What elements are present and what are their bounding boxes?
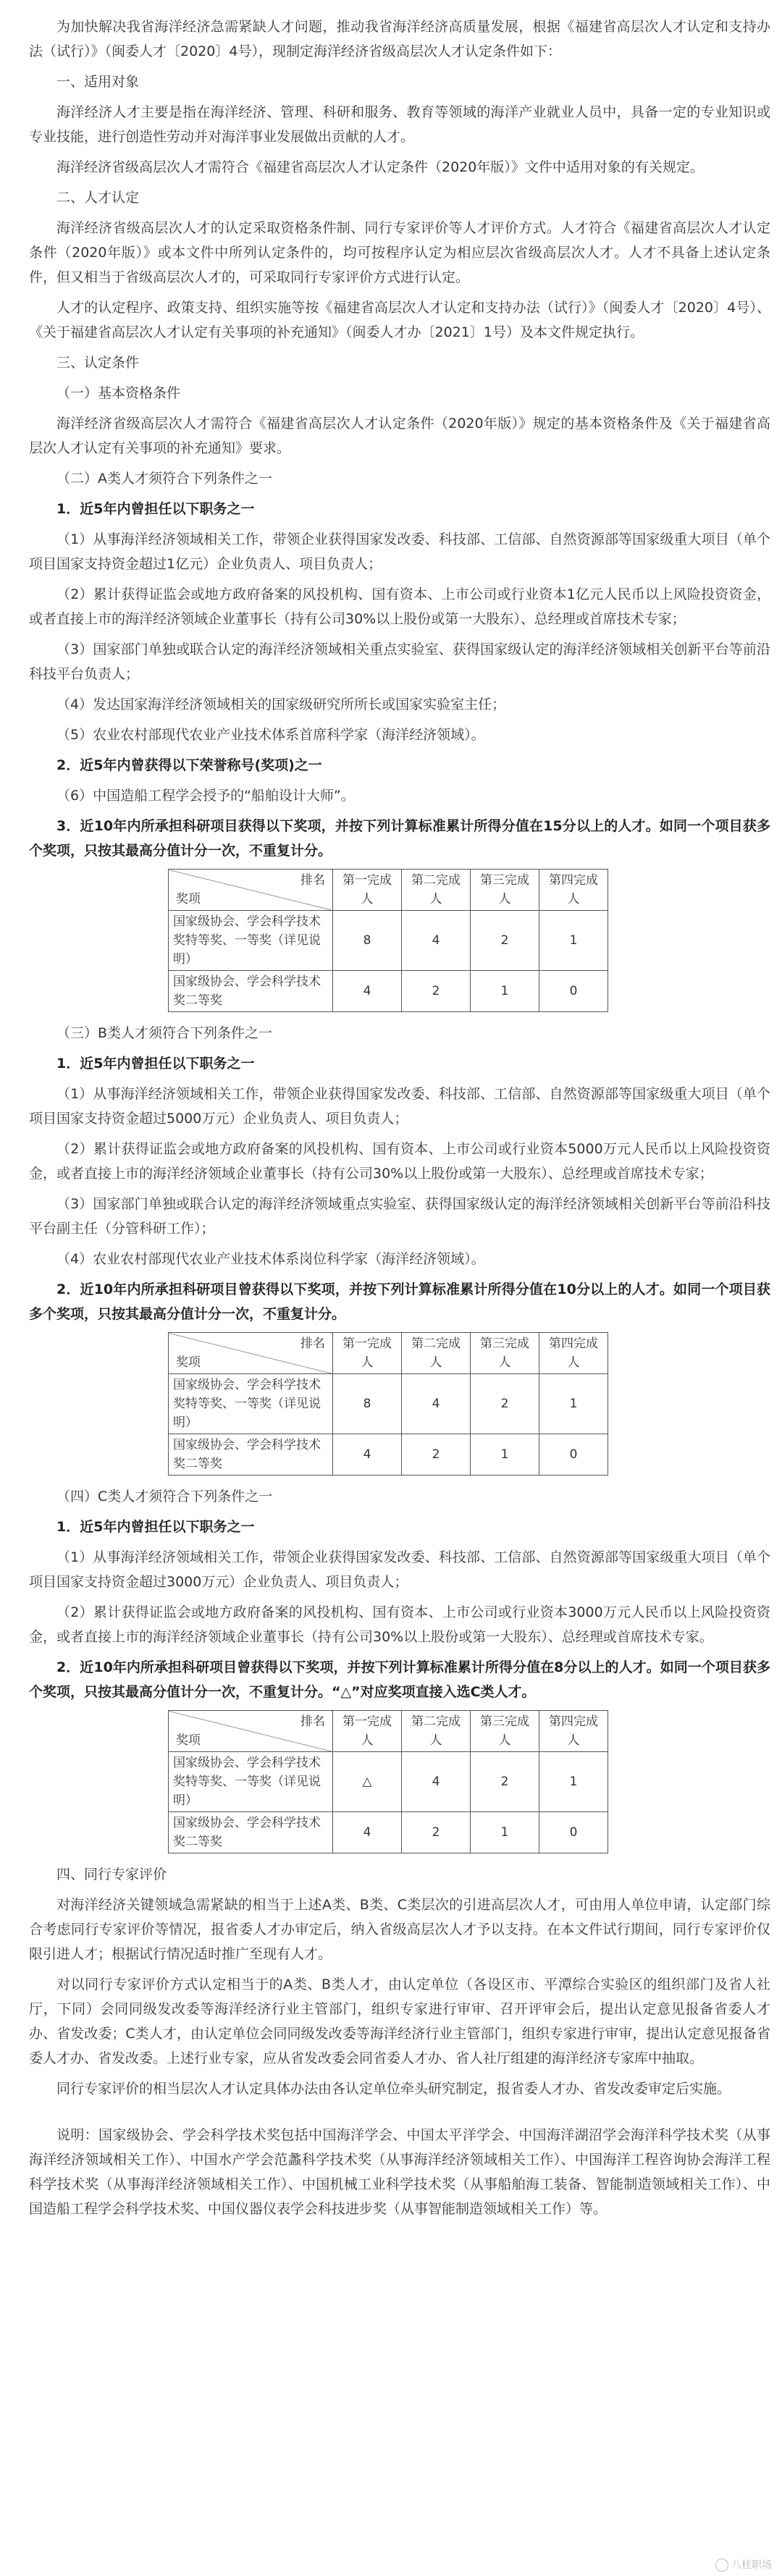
section-4-heading: 四、同行专家评价	[56, 1866, 167, 1882]
table-row	[169, 1752, 608, 1812]
basic-conditions-text: 海洋经济省级高层次人才需符合《福建省高层次人才认定条件（2020年版）》规定的基本资格条件及《关于福建省高层次人才认定有关事项的补充通知》要求。	[29, 416, 770, 456]
class-a-heading: （二）A类人才须符合下列条件之一	[56, 471, 272, 487]
corner-rank-label: 排名	[300, 1337, 325, 1351]
award-first-prize: 国家级协会、学会科学技术奖特等奖、一等奖（详见说明）	[169, 1374, 333, 1434]
header-third: 第三完成人	[471, 870, 539, 911]
class-a-score-table	[168, 869, 608, 1012]
class-a-item-1: （1）从事海洋经济领域相关工作，带领企业获得国家发改委、科技部、工信部、自然资源部等国家级重大项目（单个项目国家支持资金超过1亿元）企业负责人、项目负责人；	[29, 531, 770, 572]
score-cell: △	[333, 1752, 402, 1812]
section-4-paragraph-3: 同行专家评价的相当层次人才认定具体办法由各认定单位牵头研究制定，报省委人才办、省发改委审定后实施。	[56, 2081, 731, 2097]
score-cell: 1	[539, 1374, 608, 1434]
score-cell: 2	[402, 1434, 471, 1476]
award-second-prize: 国家级协会、学会科学技术奖二等奖	[169, 1812, 333, 1853]
class-c-item-1: （1）从事海洋经济领域相关工作，带领企业获得国家发改委、科技部、工信部、自然资源部等国家级重大项目（单个项目国家支持资金超过3000万元）企业负责人、项目负责人；	[29, 1549, 770, 1590]
section-4-paragraph-1: 对海洋经济关键领域急需紧缺的相当于上述A类、B类、C类层次的引进高层次人才，可由用人单位申请，认定部门综合考虑同行专家评价等情况，报省委人才办审定后，纳入省级高层次人才予以支持。在本文件试行期间，同行专家评价仅限引进人才；根据试行情况适时推广至现有人才。	[29, 1897, 770, 1962]
score-cell: 4	[333, 1434, 402, 1476]
score-cell: 2	[471, 1374, 539, 1434]
header-third: 第三完成人	[471, 1333, 539, 1374]
table-header-row	[169, 1711, 608, 1752]
score-cell: 1	[471, 1434, 539, 1476]
corner-award-label: 奖项	[176, 1355, 201, 1370]
class-b-condition-2-title: 2．近10年内所承担科研项目曾获得以下奖项，并按下列计算标准累计所得分值在10分以上的人才。如同一个项目获多个奖项，只按其最高分值计分一次，不重复计分。	[29, 1281, 770, 1322]
header-first: 第一完成人	[333, 1711, 402, 1752]
table-row	[169, 1374, 608, 1434]
award-first-prize: 国家级协会、学会科学技术奖特等奖、一等奖（详见说明）	[169, 1752, 333, 1812]
class-b-item-1: （1）从事海洋经济领域相关工作，带领企业获得国家发改委、科技部、工信部、自然资源部等国家级重大项目（单个项目国家支持资金超过5000万元）企业负责人、项目负责人；	[29, 1086, 770, 1127]
score-cell: 8	[333, 911, 402, 971]
score-cell: 2	[402, 971, 471, 1012]
award-second-prize: 国家级协会、学会科学技术奖二等奖	[169, 1434, 333, 1476]
explanatory-note: 说明：国家级协会、学会科学技术奖包括中国海洋学会、中国太平洋学会、中国海洋湖沼学会海洋科学技术奖（从事海洋经济领域相关工作）、中国水产学会范蠡科学技术奖（从事海洋经济领域相关工作）、中国海洋工程咨询协会海洋工程科学技术奖（从事海洋经济领域相关工作）、中国机械工业科学技术奖（从事船舶海工装备、智能制造领域相关工作）、中国造船工程学会科学技术奖、中国仪器仪表学会科技进步奖（从事智能制造领域相关工作）等。	[29, 2127, 770, 2217]
basic-conditions-heading: （一）基本资格条件	[56, 385, 181, 401]
score-cell: 8	[333, 1374, 402, 1434]
header-second: 第二完成人	[402, 1711, 471, 1752]
class-c-condition-2-title: 2．近10年内所承担科研项目曾获得以下奖项，并按下列计算标准累计所得分值在8分以上的人才。如同一个项目获多个奖项，只按其最高分值计分一次，不重复计分。“△”对应奖项直接入选C类人才。	[29, 1659, 770, 1700]
header-third: 第三完成人	[471, 1711, 539, 1752]
score-cell: 2	[471, 911, 539, 971]
class-b-item-2: （2）累计获得证监会或地方政府备案的风投机构、国有资本、上市公司或行业资本5000万元人民币以上风险投资资金，或者直接上市的海洋经济领域企业董事长（持有公司30%以上股份或第一大股东）、总经理或首席技术专家；	[29, 1141, 770, 1182]
class-a-condition-1-title: 1．近5年内曾担任以下职务之一	[56, 501, 255, 517]
corner-rank-label: 排名	[300, 873, 325, 888]
table-corner-cell	[169, 870, 333, 911]
header-first: 第一完成人	[333, 1333, 402, 1374]
table-corner-cell	[169, 1333, 333, 1374]
watermark	[715, 2557, 772, 2572]
class-a-item-6: （6）中国造船工程学会授予的“船舶设计大师”。	[56, 788, 355, 804]
section-2-paragraph-2: 人才的认定程序、政策支持、组织实施等按《福建省高层次人才认定和支持办法（试行）》（闽委人才〔2020〕4号）、《关于福建省高层次人才认定有关事项的补充通知》（闽委人才办〔2021〕1号）及本文件规定执行。	[29, 300, 770, 340]
score-cell: 0	[539, 971, 608, 1012]
table-corner-cell	[169, 1711, 333, 1752]
intro-paragraph: 为加快解决我省海洋经济急需紧缺人才问题，推动我省海洋经济高质量发展，根据《福建省高层次人才认定和支持办法（试行）》（闽委人才〔2020〕4号），现制定海洋经济省级高层次人才认定条件如下：	[29, 19, 770, 59]
class-a-condition-2-title: 2．近5年内曾获得以下荣誉称号(奖项)之一	[56, 757, 322, 773]
section-4-paragraph-2: 对以同行专家评价方式认定相当于的A类、B类人才，由认定单位（各设区市、平潭综合实验区的组织部门及省人社厅，下同）会同同级发改委等海洋经济行业主管部门，组织专家进行审审、召开评审会后，提出认定意见报备省委人才办、省发改委；C类人才，由认定单位会同同级发改委等海洋经济行业主管部门，组织专家进行审审，提出认定意见报备省委人才办、省发改委。上述行业专家，应从省发改委会同省委人才办、省人社厅组建的海洋经济专家库中抽取。	[29, 1977, 770, 2066]
class-b-item-4: （4）农业农村部现代农业产业技术体系岗位科学家（海洋经济领域）。	[56, 1251, 485, 1267]
table-row	[169, 911, 608, 971]
class-a-item-3: （3）国家部门单独或联合认定的海洋经济领域相关重点实验室、获得国家级认定的海洋经济领域相关创新平台等前沿科技平台负责人；	[29, 641, 770, 682]
section-2-paragraph-1: 海洋经济省级高层次人才的认定采取资格条件制、同行专家评价等人才评价方式。人才符合《福建省高层次人才认定条件（2020年版）》或本文件中所列认定条件的，均可按程序认定为相应层次省级高层次人才。人才不具备上述认定条件，但又相当于省级高层次人才的，可采取同行专家评价方式进行认定。	[29, 220, 770, 285]
score-cell: 1	[471, 1812, 539, 1853]
class-c-item-2: （2）累计获得证监会或地方政府备案的风投机构、国有资本、上市公司或行业资本3000万元人民币以上风险投资资金，或者直接上市的海洋经济领域企业董事长（持有公司30%以上股份或第一大股东）、总经理或首席技术专家。	[29, 1604, 770, 1645]
class-a-item-4: （4）发达国家海洋经济领域相关的国家级研究所所长或国家实验室主任；	[56, 696, 506, 712]
score-cell: 1	[539, 911, 608, 971]
class-b-heading: （三）B类人才须符合下列条件之一	[56, 1025, 273, 1041]
class-b-condition-1-title: 1．近5年内曾担任以下职务之一	[56, 1056, 255, 1072]
header-fourth: 第四完成人	[539, 870, 608, 911]
header-first: 第一完成人	[333, 870, 402, 911]
class-a-item-2: （2）累计获得证监会或地方政府备案的风投机构、国有资本、上市公司或行业资本1亿元人民币以上风险投资资金，或者直接上市的海洋经济领域企业董事长（持有公司30%以上股份或第一大股东）、总经理或首席技术专家；	[29, 586, 770, 627]
section-1-paragraph-2: 海洋经济省级高层次人才需符合《福建省高层次人才认定条件（2020年版）》文件中适用对象的有关规定。	[56, 159, 704, 175]
table-row	[169, 1434, 608, 1476]
class-c-heading: （四）C类人才须符合下列条件之一	[56, 1489, 273, 1504]
header-fourth: 第四完成人	[539, 1711, 608, 1752]
class-b-item-3: （3）国家部门单独或联合认定的海洋经济领域重点实验室、获得国家级认定的海洋经济领域相关创新平台等前沿科技平台副主任（分管科研工作）；	[29, 1196, 770, 1237]
score-cell: 2	[402, 1812, 471, 1853]
corner-award-label: 奖项	[176, 1733, 201, 1748]
corner-rank-label: 排名	[300, 1714, 325, 1729]
watermark-text: 八桂职场	[731, 2559, 772, 2571]
header-second: 第二完成人	[402, 870, 471, 911]
class-c-score-table	[168, 1710, 608, 1853]
table-row	[169, 1812, 608, 1853]
class-a-item-5: （5）农业农村部现代农业产业技术体系首席科学家（海洋经济领域）。	[56, 727, 485, 743]
score-cell: 4	[333, 971, 402, 1012]
score-cell: 4	[402, 1752, 471, 1812]
score-cell: 2	[471, 1752, 539, 1812]
section-3-heading: 三、认定条件	[56, 355, 140, 371]
score-cell: 1	[471, 971, 539, 1012]
score-cell: 0	[539, 1812, 608, 1853]
table-header-row	[169, 870, 608, 911]
header-fourth: 第四完成人	[539, 1333, 608, 1374]
table-header-row	[169, 1333, 608, 1374]
class-b-score-table	[168, 1332, 608, 1476]
corner-award-label: 奖项	[176, 892, 201, 906]
section-2-heading: 二、人才认定	[56, 190, 140, 206]
score-cell: 4	[333, 1812, 402, 1853]
header-second: 第二完成人	[402, 1333, 471, 1374]
score-cell: 4	[402, 1374, 471, 1434]
score-cell: 0	[539, 1434, 608, 1476]
watermark-logo-icon	[715, 2559, 728, 2572]
score-cell: 1	[539, 1752, 608, 1812]
award-second-prize: 国家级协会、学会科学技术奖二等奖	[169, 971, 333, 1012]
score-cell: 4	[402, 911, 471, 971]
award-first-prize: 国家级协会、学会科学技术奖特等奖、一等奖（详见说明）	[169, 911, 333, 971]
section-1-paragraph-1: 海洋经济人才主要是指在海洋经济、管理、科研和服务、教育等领域的海洋产业就业人员中，具备一定的专业知识或专业技能，进行创造性劳动并对海洋事业发展做出贡献的人才。	[29, 104, 770, 145]
table-row	[169, 971, 608, 1012]
class-c-condition-1-title: 1．近5年内曾担任以下职务之一	[56, 1519, 255, 1535]
section-1-heading: 一、适用对象	[56, 74, 140, 90]
class-a-condition-3-title: 3．近10年内所承担科研项目获得以下奖项，并按下列计算标准累计所得分值在15分以上的人才。如同一个项目获多个奖项，只按其最高分值计分一次，不重复计分。	[29, 818, 770, 859]
